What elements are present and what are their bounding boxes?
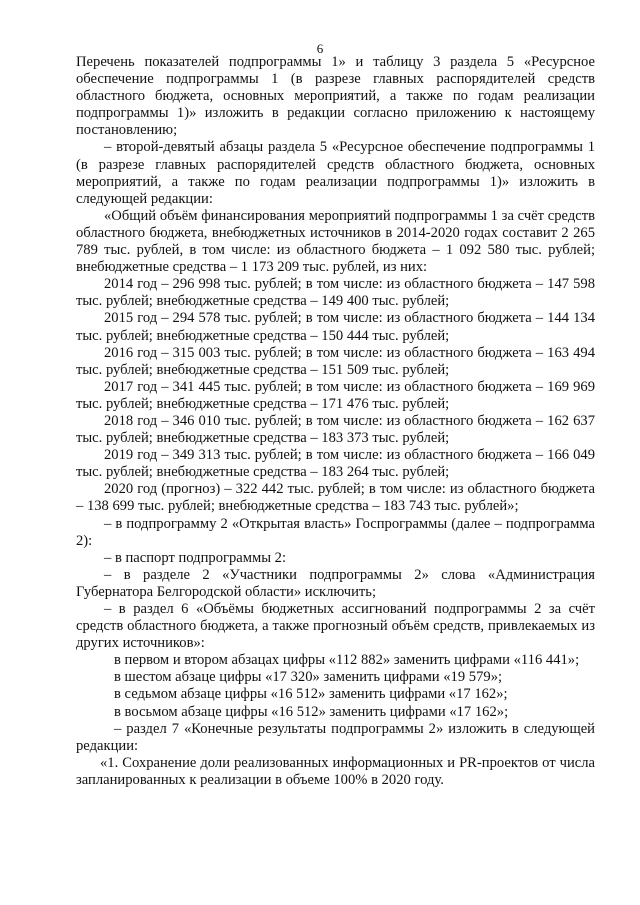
paragraph: 2019 год – 349 313 тыс. рублей; в том числе: из областного бюджета – 166 049 тыс. рублей; внебюджетные средства – 183 264 тыс. рублей; <box>76 447 595 481</box>
paragraph: 2015 год – 294 578 тыс. рублей; в том числе: из областного бюджета – 144 134 тыс. рублей; внебюджетные средства – 150 444 тыс. рублей; <box>76 310 595 344</box>
paragraph: – в подпрограмму 2 «Открытая власть» Госпрограммы (далее – подпрограмма 2): <box>76 515 595 549</box>
paragraph: Перечень показателей подпрограммы 1» и таблицу 3 раздела 5 «Ресурсное обеспечение подпрограммы 1 (в разрезе главных распорядителей средств областного бюджета, основных мероприятий, а также по годам реализации подпрограммы 1)» изложить в редакции согласно приложению к настоящему постановлению; <box>76 54 595 139</box>
paragraph: «Общий объём финансирования мероприятий подпрограммы 1 за счёт средств областного бюджета, внебюджетных источников в 2014-2020 годах составит 2 265 789 тыс. рублей, в том числе: из областного бюджета – 1 092 580 тыс. рублей; внебюджетные средства – 1 173 209 тыс. рублей, из них: <box>76 207 595 276</box>
page-number: 6 <box>316 41 324 56</box>
paragraph: 2018 год – 346 010 тыс. рублей; в том числе: из областного бюджета – 162 637 тыс. рублей; внебюджетные средства – 183 373 тыс. рублей; <box>76 412 595 447</box>
paragraph: «1. Сохранение доли реализованных информационных и PR-проектов от числа запланированных к реализации в объеме 100% в 2020 году. <box>76 754 595 788</box>
paragraph: – в разделе 2 «Участники подпрограммы 2» слова «Администрация Губернатора Белгородской области» исключить; <box>76 566 595 600</box>
paragraph: 2014 год – 296 998 тыс. рублей; в том числе: из областного бюджета – 147 598 тыс. рублей; внебюджетные средства – 149 400 тыс. рублей; <box>76 276 595 310</box>
paragraph: – раздел 7 «Конечные результаты подпрограммы 2» изложить в следующей редакции: <box>76 720 595 754</box>
paragraph: – в раздел 6 «Объёмы бюджетных ассигнований подпрограммы 2 за счёт средств областного бюджета, а также прогнозный объём средств, привлекаемых из других источников»: <box>76 601 595 652</box>
paragraph: в первом и втором абзацах цифры «112 882» заменить цифрами «116 441»; <box>114 652 580 669</box>
paragraph: 2017 год – 341 445 тыс. рублей; в том числе: из областного бюджета – 169 969 тыс. рублей; внебюджетные средства – 171 476 тыс. рублей; <box>76 378 595 412</box>
paragraph: в шестом абзаце цифры «17 320» заменить цифрами «19 579»; <box>114 669 503 686</box>
document-body <box>76 54 595 789</box>
paragraph: – второй-девятый абзацы раздела 5 «Ресурсное обеспечение подпрограммы 1 (в разрезе главных распорядителей средств областного бюджета, основных мероприятий, а также по годам реализации подпрограммы 1)» изложить в следующей редакции: <box>76 139 595 207</box>
paragraph: в седьмом абзаце цифры «16 512» заменить цифрами «17 162»; <box>114 686 508 703</box>
paragraph: 2016 год – 315 003 тыс. рублей; в том числе: из областного бюджета – 163 494 тыс. рублей; внебюджетные средства – 151 509 тыс. рублей; <box>76 344 595 378</box>
paragraph: в восьмом абзаце цифры «16 512» заменить цифрами «17 162»; <box>114 703 509 720</box>
paragraph: 2020 год (прогноз) – 322 442 тыс. рублей; в том числе: из областного бюджета – 138 699 тыс. рублей; внебюджетные средства – 183 743 тыс. рублей»; <box>76 481 595 515</box>
paragraph: – в паспорт подпрограммы 2: <box>104 549 287 566</box>
